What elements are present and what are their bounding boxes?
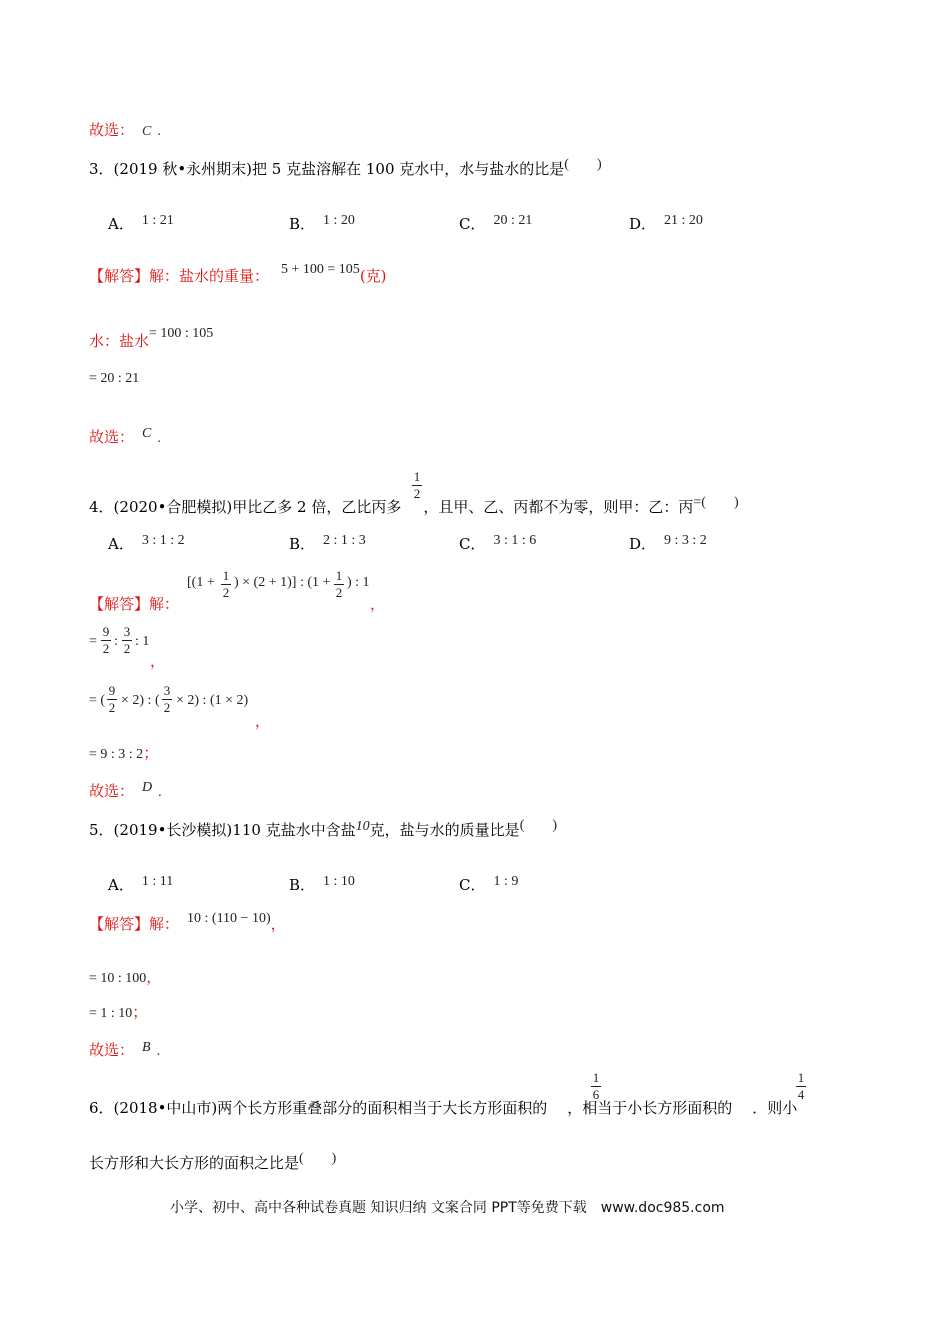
q5-solution-line3: = 1 : 10； <box>89 1005 148 1021</box>
q5-solution-line2: = 10 : 100， <box>89 970 162 986</box>
q5-solution-line1: 【解答】解： 10 : (110 − 10)， <box>89 911 286 933</box>
q4-option-b[interactable]: B． 2 : 1 : 3 <box>289 533 366 553</box>
q4-step1-a: [(1 + <box>187 575 215 590</box>
q3-solution-line1: 【解答】解：盐水的重量： 5 + 100 = 105(克) <box>89 262 387 285</box>
q5-answer: 故选： B . <box>89 1040 161 1059</box>
answer-line: 故选： C . <box>89 121 161 139</box>
q3-solution-line2: 水：盐水= 100 : 105 <box>89 326 214 350</box>
question-6-stem: 6．(2018•中山市)两个长方形重叠部分的面积相当于大长方形面积的 ，相当于小长方形面积的 ．则小 <box>89 1099 798 1117</box>
q6-fraction-quarter: 1 4 <box>797 1070 805 1102</box>
q4-option-a[interactable]: A． 3 : 1 : 2 <box>108 533 185 553</box>
q4-step2-frac1: 9 2 <box>102 624 110 656</box>
question-3-stem: 3．(2019 秋•永州期末)把 5 克盐溶解在 100 克水中，水与盐水的比是( ) <box>89 157 602 178</box>
q6-fraction-sixth: 1 6 <box>592 1070 600 1102</box>
q5-option-a[interactable]: A． 1 : 11 <box>108 874 174 894</box>
q3-answer: 故选： C . <box>89 426 161 446</box>
q4-answer: 故选： D . <box>89 780 162 800</box>
question-5-stem: 5．(2019•长沙模拟)110 克盐水中含盐10克，盐与水的质量比是( ) <box>89 818 558 839</box>
q5-option-b[interactable]: B． 1 : 10 <box>289 874 355 894</box>
q4-step3-b: × 2) : ( <box>121 693 160 708</box>
question-4-stem: 4．(2020•合肥模拟)甲比乙多 2 倍，乙比丙多 ，且甲、乙、丙都不为零，则甲：乙：丙=( ) <box>89 495 739 516</box>
q4-option-c[interactable]: C． 3 : 1 : 6 <box>459 533 537 553</box>
q4-step3-a: = ( <box>89 693 106 708</box>
q4-step4: = 9 : 3 : 2； <box>89 746 159 762</box>
q3-option-b[interactable]: B． 1 : 20 <box>289 213 355 233</box>
q4-step2-b: : <box>114 634 118 649</box>
q3-option-d[interactable]: D． 21 : 20 <box>629 213 703 233</box>
q4-step1-end: ， <box>370 595 386 613</box>
q4-step1-b: ) × (2 + 1)] : (1 + <box>234 575 331 590</box>
q3-option-a[interactable]: A． 1 : 21 <box>108 213 174 233</box>
q4-step1-frac1: 1 2 <box>222 568 230 600</box>
q4-solution-label: 【解答】解： <box>89 595 180 613</box>
question-6-line2: 长方形和大长方形的面积之比是( ) <box>89 1151 337 1172</box>
q4-step3-frac2: 3 2 <box>163 683 171 715</box>
q4-step2-end: ， <box>150 652 166 670</box>
q4-step1-c: ) : 1 <box>347 575 370 590</box>
q4-step2-frac2: 3 2 <box>123 624 131 656</box>
q3-option-c[interactable]: C． 20 : 21 <box>459 213 533 233</box>
q4-step2-c: : 1 <box>135 634 150 649</box>
q5-option-c[interactable]: C． 1 : 9 <box>459 874 519 894</box>
q4-step2-a: = <box>89 634 97 649</box>
q4-step3-c: × 2) : (1 × 2) <box>176 693 249 708</box>
q4-fraction-half: 1 2 <box>413 469 421 501</box>
q4-option-d[interactable]: D． 9 : 3 : 2 <box>629 533 707 553</box>
q4-step1-frac2: 1 2 <box>335 568 343 600</box>
q4-step3-end: ， <box>255 712 271 730</box>
q4-step3-frac1: 9 2 <box>108 683 116 715</box>
page-footer: 小学、初中、高中各种试卷真题 知识归纳 文案合同 PPT等免费下载 www.doc985.com <box>170 1200 725 1216</box>
q3-solution-line3: = 20 : 21 <box>89 371 140 386</box>
